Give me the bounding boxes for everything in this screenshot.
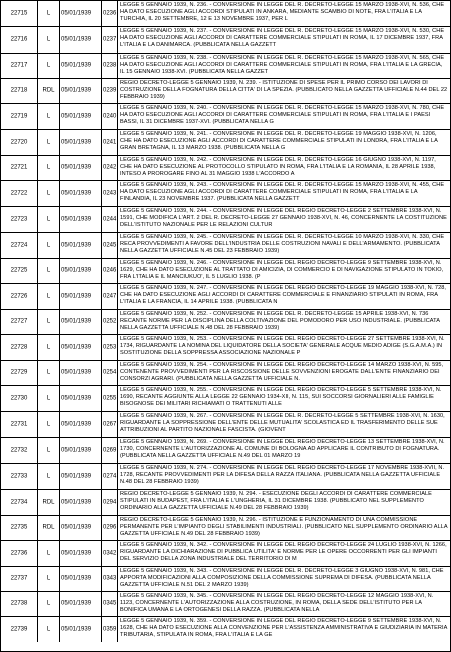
record-code-cell [102, 1, 118, 26]
record-description-cell [118, 592, 450, 616]
record-description-cell [118, 181, 450, 206]
record-type-cell [38, 541, 60, 566]
record-number: 22724 [10, 242, 28, 248]
record-code: 0359 [103, 626, 117, 632]
record-date-cell [60, 541, 102, 566]
record-code: 0343 [103, 575, 117, 582]
record-code: 0244 [103, 216, 117, 222]
record-type-cell [38, 156, 60, 180]
record-type-cell [38, 181, 60, 206]
record-date: 05/01/1939 [61, 267, 92, 274]
record-date: 05/01/1939 [61, 575, 92, 582]
record-description: LEGGE 5 GENNAIO 1939, N. 247. - CONVERSIONE IN LEGGE DEL REGIO DECRETO-LEGGE 19 MAGGIO 1938-XVI, N. 728, CHE HA DATO ESECUZIONE AGLI ACCORDI DI CARATTERE COMMERCIALE E FINANZIARIO STIPULATI IN ROMA, FRA L'ITALIA E LA FRANCIA, IL 14 APRILE 1938. (PUBBLICATA N [120, 285, 447, 306]
record-description-cell [118, 464, 450, 489]
record-type-cell [38, 361, 60, 385]
record-number: 22730 [10, 395, 28, 401]
record-type-cell [38, 259, 60, 283]
record-date-cell [60, 1, 102, 26]
record-code: 0252 [103, 318, 117, 325]
record-description-cell [118, 438, 450, 463]
record-date-cell [60, 310, 102, 334]
record-date: 05/01/1939 [61, 447, 92, 453]
record-type: L [46, 216, 51, 222]
record-type: RDL [42, 87, 55, 94]
record-number: 22739 [10, 626, 28, 632]
record-number: 22720 [10, 139, 28, 145]
record-type-cell [38, 617, 60, 642]
record-number: 22733 [10, 473, 28, 479]
record-code-cell [102, 207, 118, 232]
record-number-cell [1, 27, 38, 53]
table-row [1, 361, 450, 386]
record-code: 0240 [103, 113, 117, 119]
record-description: LEGGE 5 GENNAIO 1939, N. 245. - CONVERSIONE IN LEGGE DEL R. DECRETO-LEGGE 10 MARZO 1938-XVI, N. 330, CHE RECA PROVVEDIMENTI A FAVORE DELL'INDUSTRIA DELLE COSTRUZIONI NAVALI E DELL'ARMAMENTO. (PUBBLICATA NELLA GAZZETTA UFFICIALE N.45 DEL 23 FEBBRAIO 1939) [120, 234, 445, 255]
record-number-cell [1, 361, 38, 385]
record-code-cell [102, 438, 118, 463]
record-date: 05/01/1939 [61, 344, 92, 350]
record-code: 0345 [103, 600, 117, 607]
record-date-cell [60, 592, 102, 616]
record-number: 22723 [10, 216, 28, 222]
table-row [1, 541, 450, 567]
table-row [1, 438, 450, 464]
record-description: REGIO DECRETO-LEGGE 5 GENNAIO 1939, N. 294. - ESECUZIONE DEGLI ACCORDI DI CARATTERE COMMERCIALE STIPULATI IN BUDAPEST, FRA L'ITALIA E L'UNGHERIA, IL 31 DICEMBRE 1938. (PUBBLICATO NEL SUPPLEMENTO ORDINARIO ALLA GAZZETTA UFFICIALE N.49 DEL 28 FEBBRAIO 1939) [120, 491, 432, 512]
record-code: 0241 [103, 139, 117, 145]
record-type-cell [38, 207, 60, 232]
record-date: 05/01/1939 [61, 10, 92, 16]
record-number: 22718 [10, 87, 28, 94]
table-row [1, 617, 450, 642]
record-type-cell [38, 386, 60, 411]
record-number: 22735 [10, 524, 28, 531]
record-date: 05/01/1939 [61, 62, 92, 69]
record-number: 22738 [10, 600, 28, 607]
record-code: 0238 [103, 62, 117, 69]
record-type-cell [38, 516, 60, 540]
record-code: 0243 [103, 190, 117, 196]
record-description: LEGGE 5 GENNAIO 1939, N. 236. - CONVERSIONE IN LEGGE DEL R. DECRETO-LEGGE 15 MARZO 1938-XVI, N. 536, CHE HA DATO ESECUZIONE AGLI ACCORDI STIPULATI IN ANKARA, MEDIANTE SCAMBIO DI NOTE, FRA L'ITALIA E LA TURCHIA, IL 20 SETTEMBRE, 12 E 13 NOVEMBRE 1937, PER L [120, 2, 445, 23]
record-type: L [46, 10, 51, 16]
record-code: 0274 [103, 473, 117, 479]
record-number-cell [1, 541, 38, 566]
table-row [1, 490, 450, 516]
record-number: 22728 [10, 344, 28, 350]
record-code-cell [102, 386, 118, 411]
record-type-cell [38, 438, 60, 463]
table-row [1, 259, 450, 284]
record-number: 22736 [10, 550, 28, 556]
record-date: 05/01/1939 [61, 499, 92, 505]
record-type-cell [38, 130, 60, 155]
record-date: 05/01/1939 [61, 190, 92, 196]
record-number-cell [1, 490, 38, 515]
record-type: L [46, 318, 51, 325]
record-code: 0342 [103, 550, 117, 556]
record-description: LEGGE 5 GENNAIO 1939, N. 243. - CONVERSIONE IN LEGGE DEL R. DECRETO-LEGGE 15 MARZO 1938-XVI, N. 455, CHE HA DATO ESECUZIONE AGLI ACCORDI DI CARATTERE COMMERCIALE STIPULATI IN ROMA, FRA L'ITALIA E LA FINLANDIA, IL 23 NOVEMBRE 1937. (PUBBLICATA NELLA GAZZETT [120, 182, 445, 203]
record-description-cell [118, 516, 450, 540]
record-number-cell [1, 233, 38, 258]
record-code-cell [102, 361, 118, 385]
table-row [1, 207, 450, 233]
record-date: 05/01/1939 [61, 600, 92, 607]
record-code-cell [102, 181, 118, 206]
record-description-cell [118, 361, 450, 385]
record-number-cell [1, 567, 38, 591]
record-description: LEGGE 5 GENNAIO 1939, N. 237. - CONVERSIONE IN LEGGE DEL R. DECRETO-LEGGE 15 MARZO 1938-XVI, N. 530, CHE HA DATO ESECUZIONE AGLI ACCORDI DI CARATTERE COMMERCIALE STIPULATI IN ROMA, IL 17 DICEMBRE 1937, FRA L'ITALIA E LA DANIMARCA. (PUBBLICATA NELLA GAZZETT [120, 28, 445, 49]
record-number: 22727 [10, 318, 28, 325]
record-number: 22722 [10, 190, 28, 196]
record-number-cell [1, 79, 38, 103]
record-type: L [46, 164, 51, 171]
record-type: L [46, 113, 51, 119]
record-type: L [46, 421, 51, 427]
record-number-cell [1, 617, 38, 642]
record-type: RDL [42, 499, 55, 505]
record-type: L [46, 344, 51, 350]
record-code-cell [102, 490, 118, 515]
table-row [1, 412, 450, 438]
record-description-cell [118, 156, 450, 180]
record-code-cell [102, 592, 118, 616]
table-row [1, 335, 450, 361]
record-code-cell [102, 412, 118, 437]
record-number-cell [1, 259, 38, 283]
record-description: LEGGE 5 GENNAIO 1939, N. 246. - CONVERSIONE IN LEGGE DEL REGIO DECRETO-LEGGE 9 SETTEMBRE 1938-XVI, N. 1629, CHE HA DATO ESECUZIONE AL TRATTATO DI AMICIZIA, DI COMMERCIO E DI NAVIGAZIONE STIPULATO IN TOKIO, FRA L'ITALIA E IL MANCIUKUO', IL 5 LUGLIO 1938. (P [120, 260, 444, 281]
record-description-cell [118, 617, 450, 642]
record-number-cell [1, 310, 38, 334]
record-type-cell [38, 412, 60, 437]
record-date-cell [60, 516, 102, 540]
record-code-cell [102, 567, 118, 591]
record-number-cell [1, 130, 38, 155]
record-code-cell [102, 516, 118, 540]
record-number: 22734 [10, 499, 28, 505]
record-type: L [46, 267, 51, 274]
record-date: 05/01/1939 [61, 626, 92, 632]
record-description-cell [118, 335, 450, 360]
record-number-cell [1, 54, 38, 78]
record-code-cell [102, 541, 118, 566]
record-code: 0236 [103, 10, 117, 16]
record-description: LEGGE 5 GENNAIO 1939, N. 255. - CONVERSIONE IN LEGGE DEL REGIO DECRETO-LEGGE 5 SETTEMBRE 1938-XVI, N. 1690, RECANTE AGGIUNTE ALLA LEGGE 22 GENNAIO 1934-XII, N. 115, SUI SOCCORSI GIORNALIERI ALLE FAMIGLIE BISOGNOSE DEI MILITARI RICHIAMATI O TRATTENUTI ALLE [120, 387, 442, 408]
record-type: L [46, 369, 51, 376]
record-date: 05/01/1939 [61, 87, 92, 94]
record-description: LEGGE 5 GENNAIO 1939, N. 359. - CONVERSIONE IN LEGGE DEL REGIO DECRETO-LEGGE 9 SETTEMBRE 1938-XVI, N. 1628, CHE HA DATO ESECUZIONE ALLA CONVENZIONE PER L'ASSISTENZA AMMINISTRATIVA E GIUDIZIARIA IN MATERIA TRIBUTARIA, STIPULATA IN ROMA, FRA L'ITALIA E LA GE [120, 618, 448, 639]
record-number: 22719 [10, 113, 28, 119]
record-type: L [46, 293, 51, 299]
record-number-cell [1, 592, 38, 616]
record-code-cell [102, 130, 118, 155]
record-description-cell [118, 233, 450, 258]
table-row [1, 156, 450, 181]
record-code-cell [102, 310, 118, 334]
record-type-cell [38, 1, 60, 26]
record-code: 0294 [103, 499, 117, 505]
record-date-cell [60, 412, 102, 437]
record-description-cell [118, 79, 450, 103]
record-date-cell [60, 386, 102, 411]
record-date: 05/01/1939 [61, 216, 92, 222]
record-code-cell [102, 27, 118, 53]
record-date-cell [60, 361, 102, 385]
record-date-cell [60, 79, 102, 103]
record-type: RDL [42, 524, 55, 531]
record-date: 05/01/1939 [61, 473, 92, 479]
record-code-cell [102, 79, 118, 103]
record-description: LEGGE 5 GENNAIO 1939, N. 244. - CONVERSIONE IN LEGGE DEL REGIO DECRETO-LEGGE 2 SETTEMBRE 1938-XVI, N. 1591, CHE MODIFICA L'ART. 2 DEL R. DECRETO-LEGGE 27 GENNAIO 1938-XVI, N. 46, CONCERNENTE LA COSTITUZIONE DELL'ISTITUTO NAZIONALE PER LE RELAZIONI CULTUR [120, 208, 447, 229]
table-row [1, 284, 450, 310]
record-type: L [46, 447, 51, 453]
record-type: L [46, 62, 51, 69]
record-date: 05/01/1939 [61, 139, 92, 145]
record-date: 05/01/1939 [61, 395, 92, 401]
record-description: LEGGE 5 GENNAIO 1939, N. 342. - CONVERSIONE IN LEGGE DEL REGIO DECRETO-LEGGE 24 LUGLIO 1938-XVI, N. 1266, RIGUARDANTE LA DICHIARAZIONE DI PUBBLICA UTILITA' E NORME PER LE OPERE OCCORRENTI PER GLI IMPIANTI DEL SERVIZIO DELLA ZONA INDUSTRIALE DEL TERRITORIO DI M [120, 542, 447, 563]
record-type: L [46, 395, 51, 401]
record-code: 0242 [103, 164, 117, 171]
record-type-cell [38, 284, 60, 309]
record-type-cell [38, 464, 60, 489]
record-description: LEGGE 5 GENNAIO 1939, N. 274. - CONVERSIONE IN LEGGE DEL REGIO DECRETO-LEGGE 17 NOVEMBRE 1938-XVII, N. 1728, RECANTE PROVVEDIMENTI PER LA DIFESA DELLA RAZZA ITALIANA. (PUBBLICATA NELLA GAZZETTA UFFICIALE N.48 DEL 28 FEBBRAIO 1939) [120, 465, 445, 486]
record-number: 22716 [10, 36, 28, 43]
record-number: 22732 [10, 447, 28, 453]
record-code-cell [102, 54, 118, 78]
record-type-cell [38, 79, 60, 103]
record-code-cell [102, 156, 118, 180]
record-date-cell [60, 130, 102, 155]
record-date-cell [60, 104, 102, 129]
record-type-cell [38, 27, 60, 53]
record-number: 22731 [10, 421, 28, 427]
record-number: 22715 [10, 10, 28, 16]
record-date-cell [60, 207, 102, 232]
table-row [1, 592, 450, 617]
record-type: L [46, 575, 51, 582]
record-type: L [46, 550, 51, 556]
record-type-cell [38, 54, 60, 78]
record-description-cell [118, 27, 450, 53]
record-type-cell [38, 233, 60, 258]
record-number-cell [1, 156, 38, 180]
table-row [1, 27, 450, 54]
record-description-cell [118, 386, 450, 411]
record-number: 22717 [10, 62, 28, 69]
table-row [1, 516, 450, 541]
table-row [1, 54, 450, 79]
record-type: L [46, 600, 51, 607]
record-code-cell [102, 233, 118, 258]
table-row [1, 386, 450, 412]
record-code: 0267 [103, 421, 117, 427]
table-row [1, 567, 450, 592]
record-description-cell [118, 310, 450, 334]
record-type: L [46, 139, 51, 145]
record-date: 05/01/1939 [61, 293, 92, 299]
record-code-cell [102, 259, 118, 283]
record-code-cell [102, 617, 118, 642]
record-type: L [46, 36, 51, 43]
record-type-cell [38, 310, 60, 334]
record-code-cell [102, 104, 118, 129]
record-date-cell [60, 490, 102, 515]
record-number: 22726 [10, 293, 28, 299]
table-row [1, 181, 450, 207]
record-date-cell [60, 335, 102, 360]
record-description-cell [118, 412, 450, 437]
record-description: LEGGE 5 GENNAIO 1939, N. 345. - CONVERSIONE IN LEGGE DEL REGIO DECRETO-LEGGE 12 MAGGIO 1938-XVI, N. 1123, CONCERNENTE L'AUTORIZZAZIONE ALLA COSTRUZIONE, IN ROMA, DELLA SEDE DELL'ISTITUTO PER LA BONIFICA UMANA E LA ORTOGENESI DELLA RAZZA. (PUBBLICATA NELLA [120, 593, 434, 614]
record-number: 22721 [10, 164, 28, 171]
record-description: REGIO DECRETO-LEGGE 5 GENNAIO 1939, N. 239. - ISTITUZIONE DI SPESE PER IL PRIMO CORSO DEI LAVORI DI COSTRUZIONE DELLA FOGNATURA DELLA CITTA' DI LA SPEZIA. (PUBBLICATO NELLA GAZZETTA UFFICIALE N.44 DEL 22 FEBBRAIO 1939) [120, 80, 448, 101]
record-code: 0237 [103, 36, 117, 43]
record-date: 05/01/1939 [61, 369, 92, 376]
record-date-cell [60, 438, 102, 463]
record-description: LEGGE 5 GENNAIO 1939, N. 269. - CONVERSIONE IN LEGGE DEL REGIO DECRETO-LEGGE 13 SETTEMBRE 1938-XVI, N. 1730, CONCERNENTE L'AUTORIZZAZIONE AL COMUNE DI BOLOGNA AD APPLICARE IL CONTRIBUTO DI FOGNATURA. (PUBBLICATA NELLA GAZZETTA UFFICIALE N.49 DEL 01 MARZO 19 [120, 439, 445, 460]
table-row [1, 79, 450, 104]
record-type-cell [38, 335, 60, 360]
record-description-cell [118, 54, 450, 78]
record-date: 05/01/1939 [61, 524, 92, 531]
record-date-cell [60, 156, 102, 180]
record-number: 22729 [10, 369, 28, 376]
record-description: LEGGE 5 GENNAIO 1939, N. 238. - CONVERSIONE IN LEGGE DEL R. DECRETO-LEGGE 15 MARZO 1938-XVI, N. 565, CHE HA DATO ESECUZIONE AGLI ACCORDI DI CARATTERE COMMERCIALE STIPULATI IN ROMA, FRA L'ITALIA E LA GRECIA, IL 15 GENNAIO 1938-XVI. (PUBBLICATA NELLA GAZZET [120, 55, 445, 76]
record-number-cell [1, 386, 38, 411]
record-description-cell [118, 1, 450, 26]
record-date: 05/01/1939 [61, 36, 92, 43]
record-date-cell [60, 284, 102, 309]
record-date-cell [60, 181, 102, 206]
record-description: LEGGE 5 GENNAIO 1939, N. 242. - CONVERSIONE IN LEGGE DEL R. DECRETO-LEGGE 16 GIUGNO 1938-XVI, N. 1197, CHE HA DATO ESECUZIONE AL PROTOCOLLO STIPULATO IN ROMA, FRA L'ITALIA E LA ROMANIA, IL 28 APRILE 1938, INTESO A PROROGARE FINO AL 31 MAGGIO 1938 L'ACCORDO A [120, 157, 436, 178]
record-type: L [46, 626, 51, 632]
record-number-cell [1, 438, 38, 463]
record-description: LEGGE 5 GENNAIO 1939, N. 254. - CONVERSIONE IN LEGGE DEL REGIO DECRETO-LEGGE 14 MARZO 1938-XVI, N. 595, CONTENENTE PROVVEDIMENTI PER LA RISCOSSIONE DELLE SOVVENZIONI EROGATE DALL'ENTE FINANZIARIO DEI CONSORZI AGRARI. (PUBBLICATA NELLA GAZZETTA UFFICIALE N. [120, 362, 444, 383]
record-description: LEGGE 5 GENNAIO 1939, N. 253. - CONVERSIONE IN LEGGE DEL REGIO DECRETO-LEGGE 27 SETTEMBRE 1938-XVI, N. 1734, RIGUARDANTE LA NOMINA DEL LIQUIDATORE DELLA SOCIETA' GENERALE ACQUE MEDIO ADIGE (S.G.A.M.A.) IN SOSTITUZIONE DELLA SOPPRESSA ASSOCIAZIONE NAZIONALE P [120, 336, 445, 357]
record-description-cell [118, 207, 450, 232]
record-code: 0253 [103, 344, 117, 350]
record-date: 05/01/1939 [61, 242, 92, 248]
record-number-cell [1, 412, 38, 437]
record-type-cell [38, 567, 60, 591]
record-number-cell [1, 464, 38, 489]
record-description-cell [118, 567, 450, 591]
record-type: L [46, 242, 51, 248]
record-code-cell [102, 464, 118, 489]
record-code-cell [102, 284, 118, 309]
record-description-cell [118, 259, 450, 283]
record-code: 0246 [103, 267, 117, 274]
record-date: 05/01/1939 [61, 421, 92, 427]
record-number: 22737 [10, 575, 28, 582]
record-description: LEGGE 5 GENNAIO 1939, N. 252. - CONVERSIONE IN LEGGE DEL R. DECRETO-LEGGE 15 APRILE 1938-XVI, N. 736 RECANTE NORME PER LA DISCIPLINA DELLA COLTIVAZIONE DEL POMODORO PER USO INDUSTRIALE. (PUBBLICATA NELLA GAZZETTA UFFICIALE N.48 DEL 28 FEBBRAIO 1939) [120, 311, 440, 332]
record-date-cell [60, 27, 102, 53]
record-description: LEGGE 5 GENNAIO 1939, N. 343. - CONVERSIONE IN LEGGE DEL R. DECRETO-LEGGE 3 GIUGNO 1938-XVI, N. 981, CHE APPORTA MODIFICAZIONI ALLA COMPOSIZIONE DELLA COMMISSIONE SUPREMA DI DIFESA. (PUBBLICATA NELLA GAZZETTA UFFICIALE N.51 DEL 2 MARZO 1939) [120, 568, 444, 589]
record-code: 0269 [103, 447, 117, 453]
record-description-cell [118, 541, 450, 566]
record-type-cell [38, 104, 60, 129]
record-code: 0239 [103, 87, 117, 94]
record-description: LEGGE 5 GENNAIO 1939, N. 241. - CONVERSIONE IN LEGGE DEL R. DECRETO-LEGGE 19 MAGGIO 1938-XVI, N. 1206, CHE HA DATO ESECUZIONE AGLI ACCORDI DI CARATTERE COMMERCIALE STIPULATI IN LONDRA, FRA L'ITALIA E LA GRAN BRETAGNA, IL 13 MARZO 1938. (PUBBLICATA NELLA G [120, 131, 438, 152]
record-date-cell [60, 617, 102, 642]
table-row [1, 1, 450, 27]
record-number-cell [1, 207, 38, 232]
record-description: REGIO DECRETO-LEGGE 5 GENNAIO 1939, N. 296. - ISTITUZIONE E FUNZIONAMENTO DI UNA COMMISSIONE PERMANENTE PER L'IMPIANTO DEGLI STABILIMENTI INDUSTRIALI. (PUBBLICATO NEL SUPPLEMENTO ORDINARIO ALLA GAZZETTA UFFICIALE N.49 DEL 28 FEBBRAIO 1939) [120, 517, 448, 538]
record-date: 05/01/1939 [61, 318, 92, 325]
record-type-cell [38, 592, 60, 616]
record-date: 05/01/1939 [61, 113, 92, 119]
record-number-cell [1, 1, 38, 26]
record-number: 22725 [10, 267, 28, 274]
record-description-cell [118, 284, 450, 309]
record-date-cell [60, 259, 102, 283]
table-row [1, 233, 450, 259]
record-code: 0245 [103, 242, 117, 248]
record-number-cell [1, 335, 38, 360]
record-code-cell [102, 335, 118, 360]
table-row [1, 130, 450, 156]
record-date: 05/01/1939 [61, 164, 92, 171]
record-code: 0255 [103, 395, 117, 401]
record-date-cell [60, 464, 102, 489]
table-row [1, 310, 450, 335]
record-code: 0247 [103, 293, 117, 299]
record-number-cell [1, 104, 38, 129]
record-description-cell [118, 104, 450, 129]
record-code: 0296 [103, 524, 117, 531]
record-description-cell [118, 490, 450, 515]
record-type-cell [38, 490, 60, 515]
record-number-cell [1, 516, 38, 540]
record-date-cell [60, 233, 102, 258]
record-date: 05/01/1939 [61, 550, 92, 556]
record-description: LEGGE 5 GENNAIO 1939, N. 267. - CONVERSIONE IN LEGGE DEL R. DECRETO-LEGGE 5 SETTEMBRE 1938-XVI, N. 1630, RIGUARDANTE LA SOPPRESSIONE DELL'ENTE DELLE MUTUALITA' SCOLASTICA ED IL TRASFERIMENTO DELLE SUE ATTRIBUZIONI AL PARTITO NAZIONALE FASCISTA. (GIOVENT [120, 413, 445, 434]
record-description-cell [118, 130, 450, 155]
record-description: LEGGE 5 GENNAIO 1939, N. 240. - CONVERSIONE IN LEGGE DEL R. DECRETO-LEGGE 15 MARZO 1938-XVI, N. 780, CHE HA DATO ESECUZIONE AGLI ACCORDI DI CARATTERE COMMERCIALE STIPULATI IN ROMA, FRA L'ITALIA E I PAESI BASSI, IL 31 DICEMBRE 1937-XVI. (PUBBLICATA NELLA G [120, 105, 445, 126]
record-number-cell [1, 284, 38, 309]
record-code: 0254 [103, 369, 117, 376]
record-type: L [46, 190, 51, 196]
table-row [1, 464, 450, 490]
record-type: L [46, 473, 51, 479]
record-date-cell [60, 54, 102, 78]
table-row [1, 104, 450, 130]
record-number-cell [1, 181, 38, 206]
record-date-cell [60, 567, 102, 591]
